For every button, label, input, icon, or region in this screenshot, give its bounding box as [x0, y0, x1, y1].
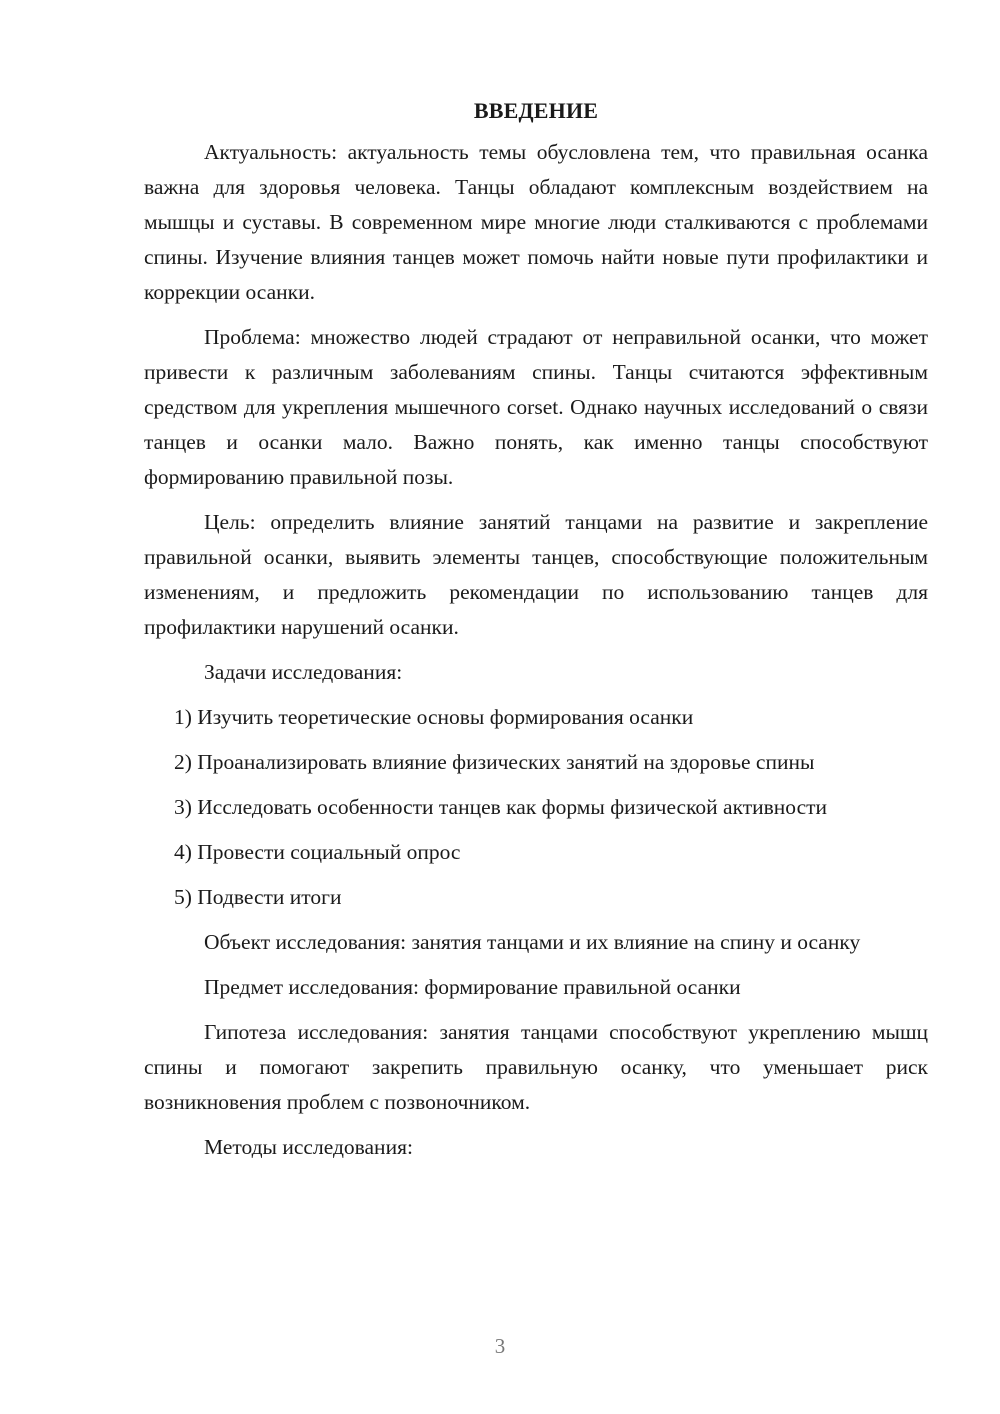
task-item: 4) Провести социальный опрос	[174, 840, 461, 864]
paragraph-methods: Методы исследования:	[204, 1135, 413, 1159]
task-item: 1) Изучить теоретические основы формирования осанки	[174, 705, 694, 729]
paragraph-problem: Проблема: множество людей страдают от неправильной осанки, что может привести к различным заболеваниям спины. Танцы считаются эффективным средством для укрепления мышечного corset. Однако научных исследований о связи танцев и осанки мало. Важно понять, как именно танцы способствуют формированию правильной позы.	[144, 325, 928, 489]
document-page	[144, 93, 928, 1175]
section-title: ВВЕДЕНИЕ	[473, 98, 599, 123]
paragraph-object: Объект исследования: занятия танцами и их влияние на спину и осанку	[204, 930, 861, 954]
paragraph-tasks-heading: Задачи исследования:	[204, 660, 403, 684]
paragraph-relevance: Актуальность: актуальность темы обусловлена тем, что правильная осанка важна для здоровья человека. Танцы обладают комплексным воздействием на мышцы и суставы. В современном мире многие люди сталкиваются с проблемами спины. Изучение влияния танцев может помочь найти новые пути профилактики и коррекции осанки.	[144, 140, 928, 304]
task-item: 3) Исследовать особенности танцев как формы физической активности	[174, 795, 828, 819]
paragraph-goal: Цель: определить влияние занятий танцами на развитие и закрепление правильной осанки, выявить элементы танцев, способствующие положительным изменениям, и предложить рекомендации по использованию танцев для профилактики нарушений осанки.	[144, 510, 928, 639]
paragraph-hypothesis: Гипотеза исследования: занятия танцами способствуют укреплению мышц спины и помогают закрепить правильную осанку, что уменьшает риск возникновения проблем с позвоночником.	[144, 1020, 928, 1114]
task-item: 5) Подвести итоги	[174, 885, 342, 909]
page-number: 3	[494, 1334, 506, 1358]
paragraph-subject: Предмет исследования: формирование правильной осанки	[204, 975, 741, 999]
task-item: 2) Проанализировать влияние физических занятий на здоровье спины	[174, 750, 815, 774]
